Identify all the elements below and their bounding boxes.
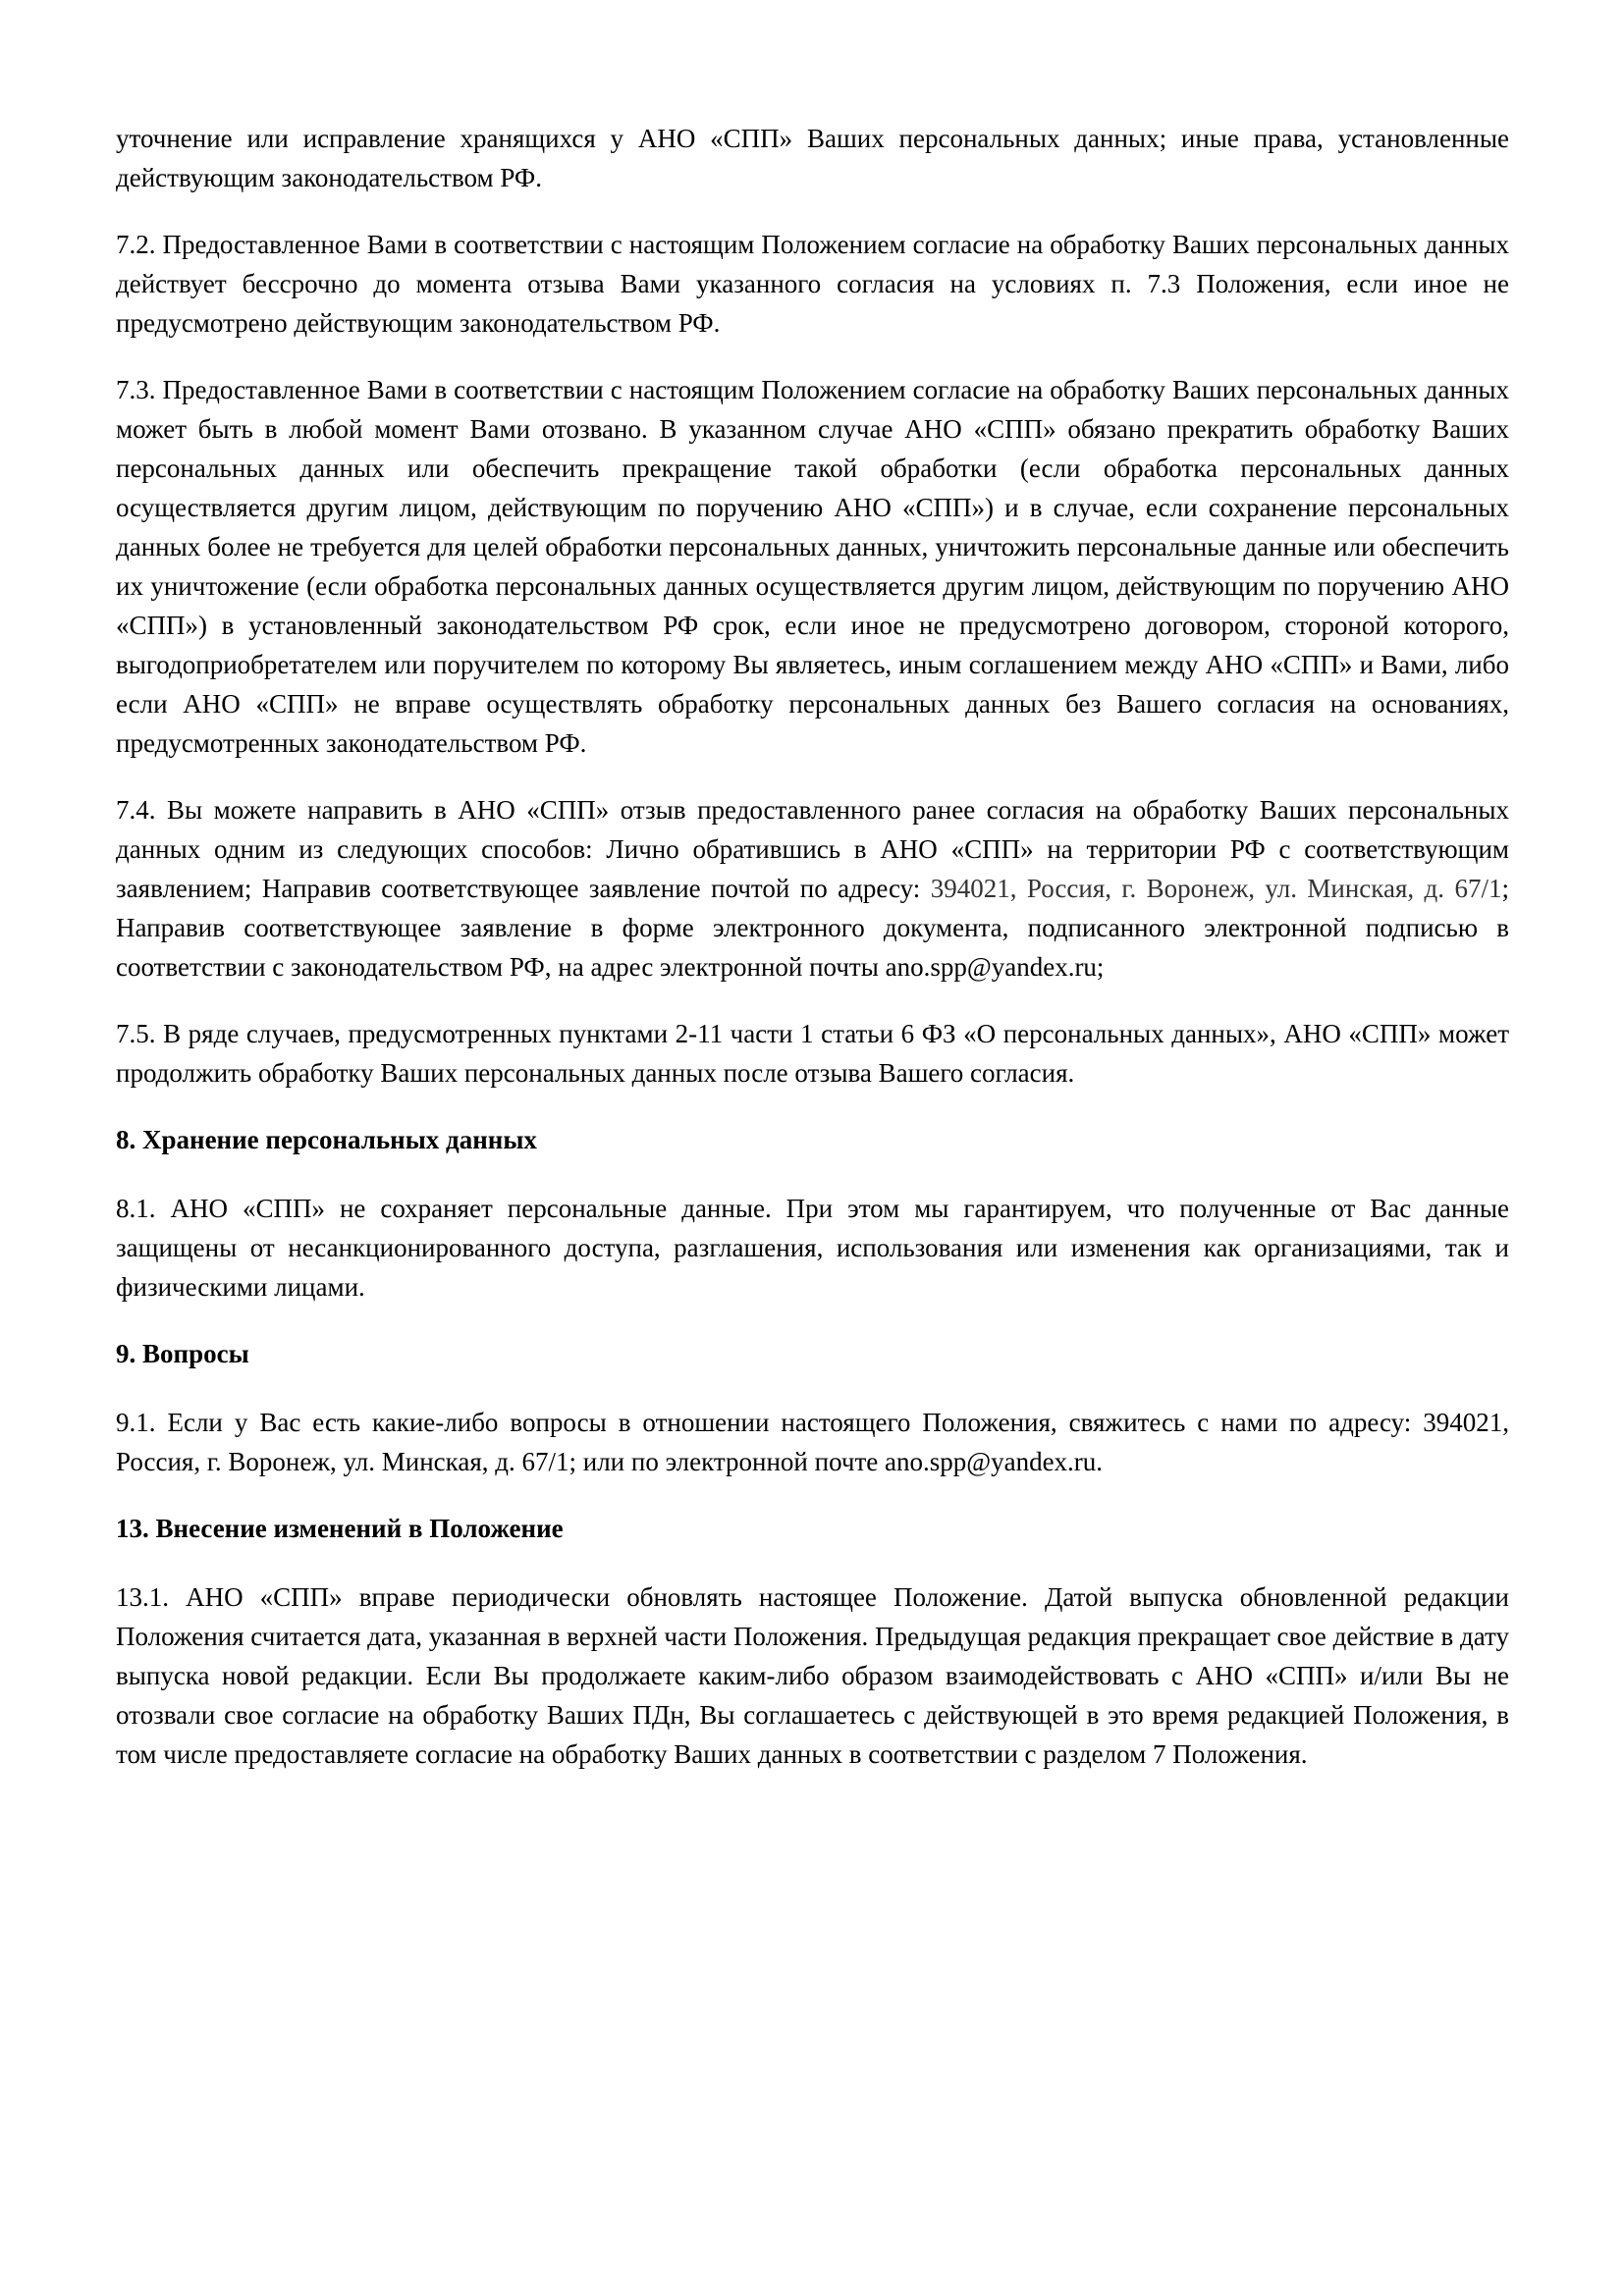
postal-address: 394021, Россия, г. Воронеж, ул. Минская, д. 67/1 xyxy=(930,874,1502,903)
paragraph-9-1: 9.1. Если у Вас есть какие-либо вопросы в отношении настоящего Положения, свяжитесь с нами по адресу: 394021, Россия, г. Воронеж, ул. Минская, д. 67/1; или по электронной почте ano.spp@yandex.ru. xyxy=(116,1408,1509,1476)
paragraph-7-2: 7.2. Предоставленное Вами в соответствии с настоящим Положением согласие на обработку Ваших персональных данных действует бессрочно до момента отзыва Вами указанного согласия на условиях п. 7.3 Положения, если иное не предусмотрено действующим законодательством РФ. xyxy=(116,230,1509,338)
document-page xyxy=(116,119,1509,1801)
paragraph-7-4-text-b: ; Направив соответствующее заявление в форме электронного документа, подписанного электронной подписью в соответствии с законодательством РФ, на адрес электронной почты ano.spp@yandex.ru; xyxy=(116,874,1509,982)
paragraph-7-4 xyxy=(116,790,1509,987)
paragraph-7-5: 7.5. В ряде случаев, предусмотренных пунктами 2-11 части 1 статьи 6 ФЗ «О персональных данных», АНО «СПП» может продолжить обработку Ваших персональных данных после отзыва Вашего согласия. xyxy=(116,1019,1509,1088)
paragraph-7-4-text-a: 7.4. Вы можете направить в АНО «СПП» отзыв предоставленного ранее согласия на обработку Ваших персональных данных одним из следующих способов: Лично обратившись в АНО «СПП» на территории РФ с соответствующим заявлением; Направив соответствующее заявление почтой по адресу: xyxy=(116,795,1509,903)
paragraph-7-3: 7.3. Предоставленное Вами в соответствии с настоящим Положением согласие на обработку Ваших персональных данных может быть в любой момент Вами отозвано. В указанном случае АНО «СПП» обязано прекратить обработку Ваших персональных данных или обеспечить прекращение такой обработки (если обработка персональных данных осуществляется другим лицом, действующим по поручению АНО «СПП») и в случае, если сохранение персональных данных более не требуется для целей обработки персональных данных, уничтожить персональные данные или обеспечить их уничтожение (если обработка персональных данных осуществляется другим лицом, действующим по поручению АНО «СПП») в установленный законодательством РФ срок, если иное не предусмотрено договором, стороной которого, выгодоприобретателем или поручителем по которому Вы являетесь, иным соглашением между АНО «СПП» и Вами, либо если АНО «СПП» не вправе осуществлять обработку персональных данных без Вашего согласия на основаниях, предусмотренных законодательством РФ. xyxy=(116,375,1509,758)
paragraph-8-1: 8.1. АНО «СПП» не сохраняет персональные данные. При этом мы гарантируем, что полученные от Вас данные защищены от несанкционированного доступа, разглашения, использования или изменения как организациями, так и физическими лицами. xyxy=(116,1194,1509,1302)
paragraph-13-1: 13.1. АНО «СПП» вправе периодически обновлять настоящее Положение. Датой выпуска обновленной редакции Положения считается дата, указанная в верхней части Положения. Предыдущая редакция прекращает свое действие в дату выпуска новой редакции. Если Вы продолжаете каким-либо образом взаимодействовать с АНО «СПП» и/или Вы не отозвали свое согласие на обработку Ваших ПДн, Вы соглашаетесь с действующей в это время редакцией Положения, в том числе предоставляете согласие на обработку Ваших данных в соответствии с разделом 7 Положения. xyxy=(116,1582,1509,1769)
section-heading-13: 13. Внесение изменений в Положение xyxy=(116,1514,564,1543)
section-heading-8: 8. Хранение персональных данных xyxy=(116,1125,537,1154)
paragraph-7-1-continuation: уточнение или исправление хранящихся у АНО «СПП» Ваших персональных данных; иные права, установленные действующим законодательством РФ. xyxy=(116,124,1509,192)
section-heading-9: 9. Вопросы xyxy=(116,1339,249,1368)
